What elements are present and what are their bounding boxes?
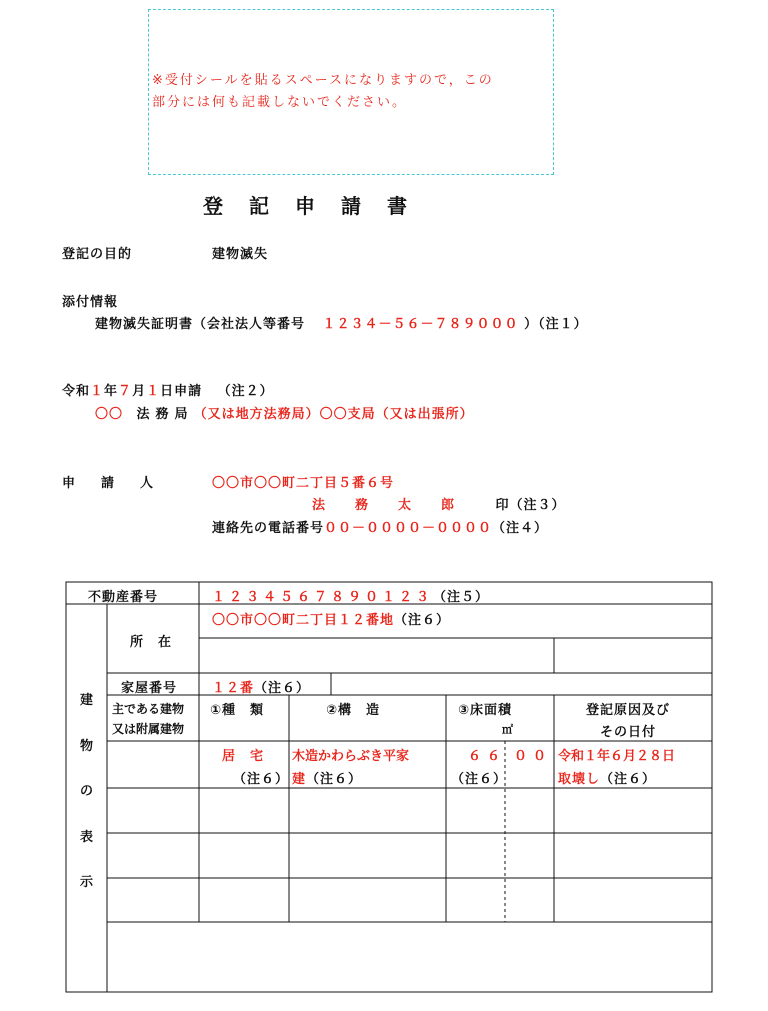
- main-building-header-1: 主である建物: [112, 702, 185, 716]
- application-date: [62, 380, 274, 399]
- row1-area-integer: ６６: [468, 749, 507, 764]
- house-number-value: １２番: [212, 681, 255, 696]
- applicant-seal: 印（注３）: [495, 498, 566, 513]
- office-placeholder: 〇〇: [95, 407, 124, 422]
- applicant-name-line: [312, 494, 566, 513]
- date-day-unit: 日申請: [160, 384, 203, 399]
- row1-cause-line2: [558, 768, 656, 787]
- phone-note: （注４）: [492, 521, 549, 536]
- side-char-3: の: [79, 784, 94, 799]
- attachment-line: [95, 313, 588, 332]
- date-year: １: [90, 384, 105, 399]
- date-month-unit: 月: [132, 384, 147, 399]
- seal-note-line1: ※受付シールを貼るスペースになりますので，この: [152, 73, 494, 88]
- house-number-label: 家屋番号: [121, 681, 178, 696]
- side-char-4: 表: [79, 829, 94, 845]
- main-building-header: [112, 699, 184, 739]
- row1-structure-1: 木造かわらぶき平家: [292, 749, 410, 764]
- kind-header: ①種 類: [210, 703, 265, 718]
- floor-area-header: ③床面積: [458, 703, 513, 718]
- side-char-2: 物: [79, 738, 94, 754]
- side-char-5: 示: [79, 875, 94, 890]
- row1-structure-2: 建: [292, 772, 307, 787]
- property-number-line: [212, 586, 489, 605]
- purpose-value: 建物滅失: [212, 247, 269, 262]
- date-day: １: [146, 384, 161, 399]
- row1-structure-note: （注６）: [306, 772, 363, 787]
- location-note: （注６）: [394, 613, 451, 628]
- row1-area-decimal: ００: [514, 749, 553, 764]
- applicant-name: 法務太郎: [312, 498, 485, 513]
- phone-label: 連絡先の電話番号: [212, 521, 325, 536]
- date-note: （注２）: [217, 384, 274, 399]
- side-char-1: 建: [79, 693, 94, 708]
- corp-number: １２３４－５６－７８９０００: [322, 317, 519, 332]
- row1-kind: 居 宅: [222, 749, 265, 764]
- location-line: [212, 609, 450, 628]
- cause-header-2: その日付: [600, 725, 657, 740]
- structure-header: ②構 造: [326, 703, 381, 718]
- date-era: 令和: [62, 384, 91, 399]
- attachment-note: ）（注１）: [524, 317, 588, 332]
- house-number-note: （注６）: [254, 681, 311, 696]
- attachment-doc: 建物滅失証明書（会社法人等番号: [95, 317, 306, 332]
- office-bureau: 法務局: [136, 407, 194, 422]
- property-number-value: １２３４５６７８９０１２３: [212, 590, 434, 605]
- applicant-address: 〇〇市〇〇町二丁目５番６号: [212, 476, 395, 491]
- row1-structure-line2: [292, 768, 362, 787]
- document-title: 登記申請書: [203, 194, 433, 218]
- reception-seal-note: [152, 70, 552, 114]
- location-value: 〇〇市〇〇町二丁目１２番地: [212, 613, 395, 628]
- row1-cause-note: （注６）: [600, 772, 657, 787]
- applicant-label: 申請人: [62, 476, 180, 491]
- seal-note-line2: 部分には何も記載しないでください。: [152, 95, 408, 110]
- office-alternative: （又は地方法務局）〇〇支局（又は出張所）: [193, 407, 474, 422]
- location-label: 所 在: [130, 635, 173, 650]
- row1-cause-2: 取壊し: [558, 772, 601, 787]
- date-month: ７: [118, 384, 133, 399]
- date-year-unit: 年: [104, 384, 119, 399]
- cause-header-1: 登記原因及び: [586, 703, 671, 718]
- floor-area-unit: ㎡: [502, 723, 514, 736]
- applicant-phone-line: [212, 517, 548, 536]
- property-number-note: （注５）: [433, 590, 490, 605]
- registry-office: [95, 403, 474, 422]
- purpose-label: 登記の目的: [62, 247, 133, 262]
- attachments-label: 添付情報: [62, 295, 119, 310]
- main-building-header-2: 又は附属建物: [112, 722, 185, 736]
- row1-area-note: （注６）: [451, 772, 508, 787]
- row1-cause-1: 令和１年６月２８日: [558, 749, 676, 764]
- house-number-line: [212, 677, 310, 696]
- building-display-label: [79, 678, 95, 906]
- phone-number: ００－００００－００００: [324, 521, 493, 536]
- property-number-label: 不動産番号: [88, 590, 159, 605]
- row1-kind-note: （注６）: [233, 772, 290, 787]
